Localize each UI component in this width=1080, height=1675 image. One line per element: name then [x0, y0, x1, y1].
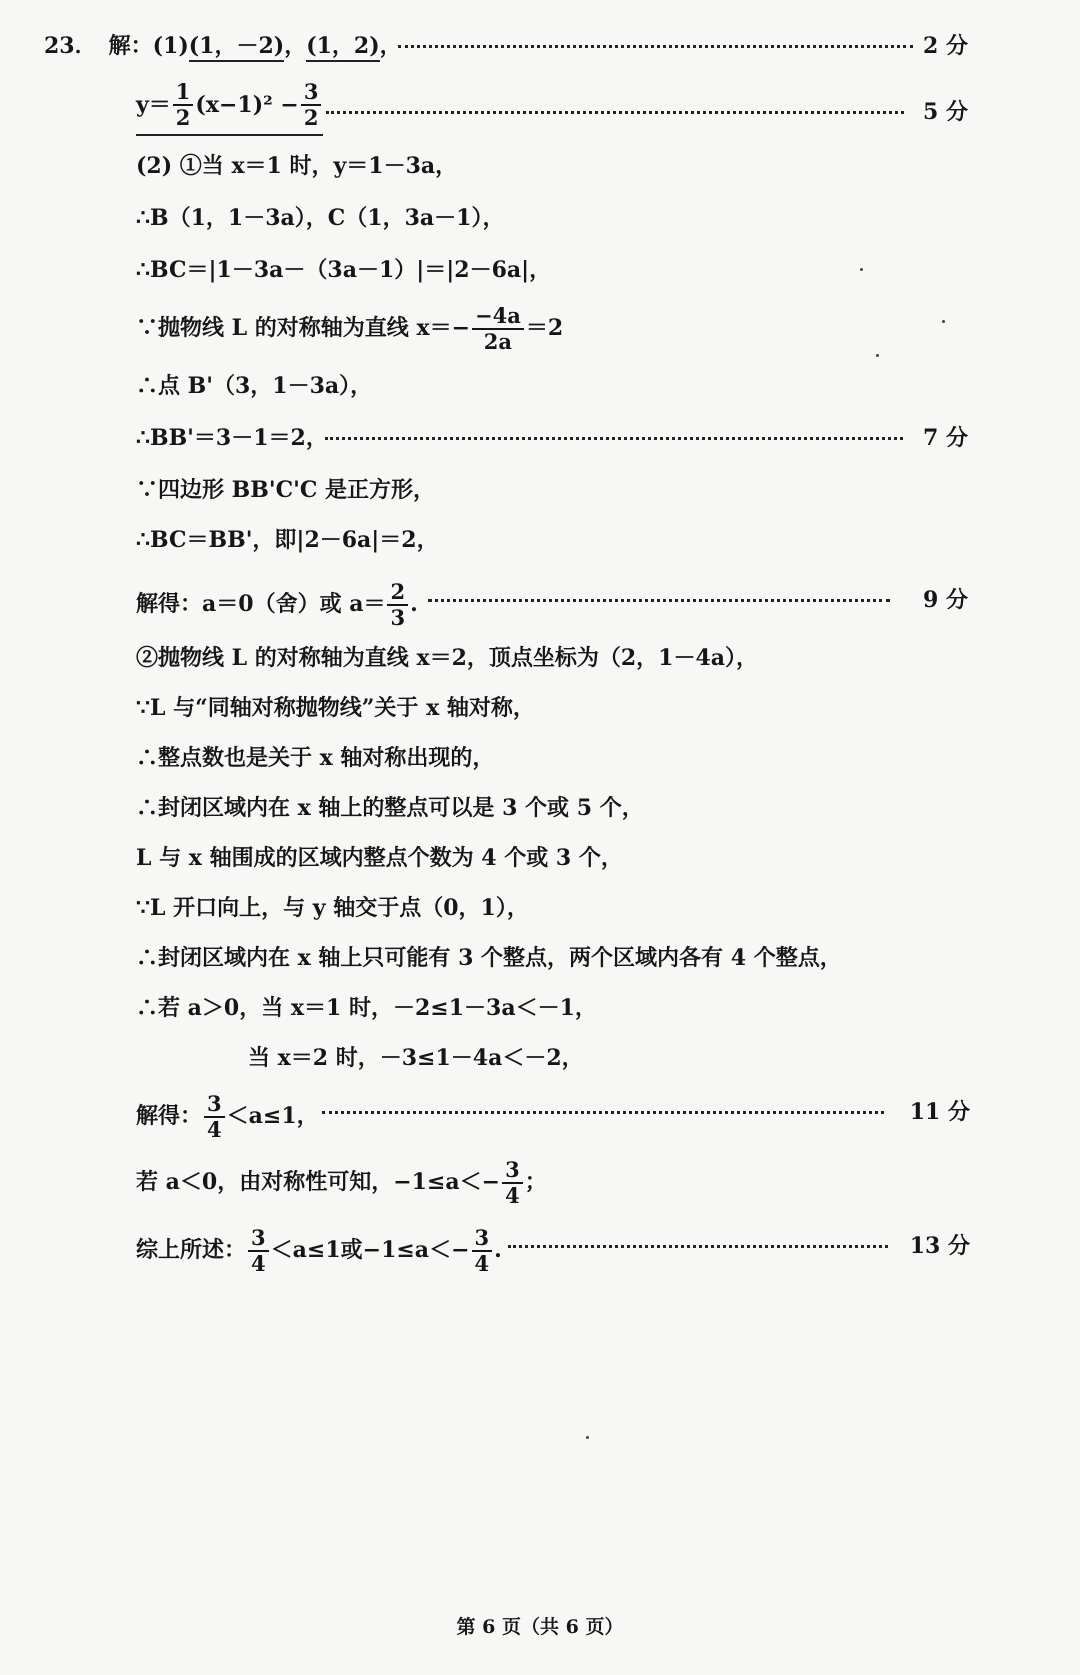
score-mark: 11 分: [909, 1099, 970, 1125]
answer-line-3: [0, 146, 1080, 186]
fraction-denominator: 4: [474, 1251, 490, 1276]
scan-speck: [942, 320, 945, 323]
question-number: 23．: [44, 33, 97, 59]
answer-line-17: [0, 888, 1080, 928]
fraction-denominator: 2: [303, 105, 319, 130]
fraction-denominator: 4: [251, 1251, 266, 1276]
fraction: [502, 1158, 523, 1208]
line-text: ∴封闭区域内在 x 轴上的整点可以是 3 个或 5 个，: [136, 795, 644, 821]
line-text: ∴B（1，1－3a），C（1，3a－1），: [136, 205, 505, 231]
line-text: ∵抛物线 L 的对称轴为直线 x＝−: [136, 315, 470, 341]
answer-line-1: [0, 26, 1080, 66]
fraction-numerator: 3: [502, 1158, 523, 1184]
answer-line-19: [0, 988, 1080, 1028]
line-text: 解得：a＝0（舍）或 a＝: [136, 591, 386, 617]
answer-line-11: [0, 579, 1080, 630]
vertex-form-formula: [136, 80, 323, 136]
line-text: 解得：: [136, 1103, 203, 1129]
fraction-numerator: 3: [301, 80, 322, 106]
fraction-denominator: 4: [207, 1117, 222, 1142]
fraction-denominator: 4: [505, 1183, 520, 1208]
scan-speck: [586, 1436, 589, 1439]
fraction: [248, 1226, 269, 1276]
answer-line-15: [0, 788, 1080, 828]
line-text: ∵四边形 BB'C'C 是正方形，: [136, 477, 435, 503]
part1-answer-b: (1，2): [306, 33, 379, 62]
line-text: L 与 x 轴围成的区域内整点个数为 4 个或 3 个，: [136, 845, 623, 871]
formula-prefix: y＝: [136, 92, 171, 118]
line-text: ∴BC＝|1－3a－（3a－1）|＝|2－6a|，: [136, 257, 552, 283]
answer-line-12: [0, 638, 1080, 678]
separator: ，: [284, 33, 307, 59]
score-mark: 7 分: [923, 425, 968, 451]
answer-line-5: [0, 250, 1080, 290]
fraction-numerator: 3: [204, 1092, 225, 1118]
answer-line-16: [0, 838, 1080, 878]
fraction-numerator: 1: [173, 80, 194, 106]
fraction-numerator: 2: [387, 580, 408, 606]
scan-speck: [860, 268, 863, 271]
formula-middle: (x−1)² −: [195, 92, 299, 118]
answer-line-6: [0, 303, 1080, 354]
fraction: [387, 580, 408, 630]
leader-dots: [398, 45, 913, 48]
line-text: .: [494, 1237, 502, 1263]
line-text: .: [410, 591, 418, 617]
line-text: ∴BB'＝3－1＝2，: [136, 425, 328, 451]
line-text: ∴整点数也是关于 x 轴对称出现的，: [136, 745, 495, 771]
fraction-numerator: −4a: [472, 304, 524, 330]
line-text: ∵L 与“同轴对称抛物线”关于 x 轴对称，: [136, 695, 535, 721]
part1-label: 解：(1): [108, 33, 189, 59]
answer-line-10: [0, 520, 1080, 560]
answer-line-2: [0, 79, 1080, 132]
answer-line-20: [0, 1038, 1080, 1078]
score-mark: 2 分: [923, 33, 968, 59]
fraction-denominator: 2: [175, 105, 191, 130]
leader-dots: [508, 1245, 888, 1248]
fraction: [472, 1226, 493, 1276]
page-footer: 第 6 页（共 6 页）: [456, 1616, 624, 1638]
score-mark: 9 分: [923, 587, 968, 613]
part1-answer-a: (1，－2): [189, 33, 284, 62]
fraction: [472, 304, 524, 354]
line-text: ②抛物线 L 的对称轴为直线 x＝2，顶点坐标为（2，1－4a），: [136, 645, 759, 671]
fraction-denominator: 2a: [483, 329, 513, 354]
answer-line-8: [0, 418, 1080, 458]
score-mark: 13 分: [909, 1233, 970, 1259]
fraction-denominator: 3: [390, 605, 406, 630]
separator: ，: [379, 33, 402, 59]
score-mark: 5 分: [923, 99, 968, 125]
answer-line-18: [0, 938, 1080, 978]
answer-line-7: [0, 366, 1080, 406]
fraction: [173, 80, 194, 130]
line-text: 综上所述：: [136, 1237, 247, 1263]
leader-dots: [326, 111, 904, 114]
line-text: (2) ①当 x＝1 时，y＝1－3a，: [136, 153, 458, 179]
line-text: ；: [524, 1169, 547, 1195]
answer-line-22: [0, 1157, 1080, 1208]
answer-line-4: [0, 198, 1080, 238]
line-text: ＜a≤1，: [226, 1103, 319, 1129]
answer-line-21: [0, 1091, 1080, 1142]
fraction-numerator: 3: [472, 1226, 493, 1252]
answer-line-14: [0, 738, 1080, 778]
answer-line-9: [0, 470, 1080, 510]
fraction-numerator: 3: [248, 1226, 269, 1252]
scan-speck: [876, 354, 879, 357]
line-text: ∴BC＝BB'，即|2－6a|＝2，: [136, 527, 439, 553]
line-text: ∵L 开口向上，与 y 轴交于点（0，1），: [136, 895, 529, 921]
answer-line-13: [0, 688, 1080, 728]
answer-line-23: [0, 1225, 1080, 1276]
line-text: ∴点 B'（3，1－3a），: [136, 373, 373, 399]
line-text: ＝2: [525, 315, 564, 341]
leader-dots: [428, 599, 890, 602]
line-text: 当 x＝2 时，－3≤1－4a＜－2，: [248, 1045, 584, 1071]
fraction: [301, 80, 322, 130]
line-text: ∴若 a＞0，当 x＝1 时，－2≤1－3a＜－1，: [136, 995, 597, 1021]
leader-dots: [325, 437, 903, 440]
line-text: ∴封闭区域内在 x 轴上只可能有 3 个整点，两个区域内各有 4 个整点，: [136, 945, 842, 971]
line-text: 若 a＜0，由对称性可知，−1≤a＜−: [136, 1169, 501, 1195]
leader-dots: [322, 1111, 884, 1114]
line-text: ＜a≤1或−1≤a＜−: [270, 1237, 470, 1263]
fraction: [204, 1092, 225, 1142]
